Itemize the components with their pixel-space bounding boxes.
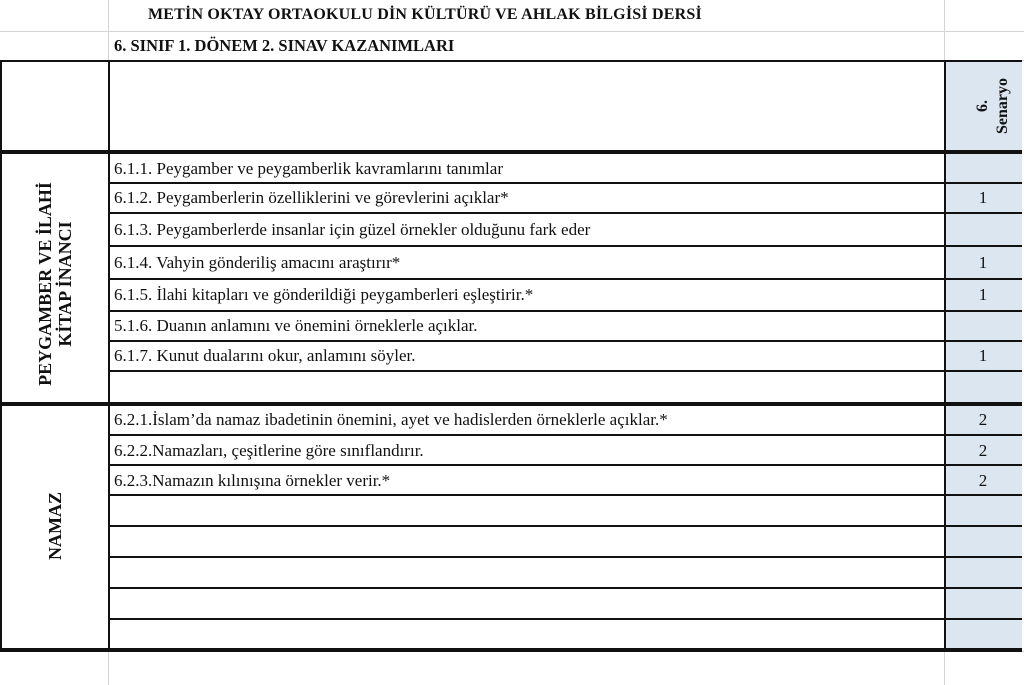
outcome-6-2-1[interactable]: 6.2.1.İslam’da namaz ibadetinin önemini, ayet ve hadislerden örneklerle açıklar.* [114,410,668,429]
scenario-value[interactable]: 2 [978,410,988,429]
row-divider [108,464,1022,466]
outcome-5-1-6[interactable]: 5.1.6. Duanın anlamını ve önemini örneklerle açıklar. [114,316,478,335]
scenario-value[interactable]: 1 [978,253,988,272]
row-divider [108,245,1022,247]
document-title[interactable]: METİN OKTAY ORTAOKULU DİN KÜLTÜRÜ VE AHLAK BİLGİSİ DERSİ [148,6,702,23]
row-divider [108,370,1022,372]
scenario-value[interactable]: 1 [978,285,988,304]
outcome-6-1-7[interactable]: 6.1.7. Kunut dualarını okur, anlamını söyler. [114,346,416,365]
outcome-6-2-2[interactable]: 6.2.2.Namazları, çeşitlerine göre sınıflandırır. [114,441,424,460]
header-text-cell[interactable] [108,60,946,152]
scenario-value[interactable]: 1 [978,188,988,207]
outcome-6-1-2[interactable]: 6.1.2. Peygamberlerin özelliklerini ve görevlerini açıklar* [114,188,509,207]
scenario-value[interactable]: 1 [978,346,988,365]
row-divider [108,310,1022,312]
row-divider [108,182,1022,184]
row-divider [108,494,1022,496]
scenario-value[interactable]: 2 [978,441,988,460]
row-divider [108,434,1022,436]
row-divider [108,525,1022,527]
outcome-6-1-4[interactable]: 6.1.4. Vahyin gönderiliş amacını araştırır* [114,253,401,272]
row-divider [108,278,1022,280]
gridline [0,31,1024,32]
row-divider [108,587,1022,589]
row-divider [108,340,1022,342]
outcome-6-2-3[interactable]: 6.2.3.Namazın kılınışına örnekler verir.* [114,471,391,490]
unit-1-name: PEYGAMBER VE İLAHİ KİTAP İNANCI [35,182,75,386]
outcome-6-1-5[interactable]: 6.1.5. İlahi kitapları ve gönderildiği peygamberleri eşleştirir.* [114,285,534,304]
row-divider [108,212,1022,214]
table-bottom-border [0,650,1022,652]
scenario-value[interactable]: 2 [978,471,988,490]
document-subtitle[interactable]: 6. SINIF 1. DÖNEM 2. SINAV KAZANIMLARI [114,36,455,55]
row-divider [108,556,1022,558]
row-divider [108,618,1022,620]
unit-2-name: NAMAZ [45,492,65,560]
scenario-header-label: 6. Senaryo [974,78,1011,134]
outcome-6-1-1[interactable]: 6.1.1. Peygamber ve peygamberlik kavramlarını tanımlar [114,159,503,178]
outcome-6-1-3[interactable]: 6.1.3. Peygamberlerde insanlar için güzel örnekler olduğunu fark eder [114,220,591,239]
